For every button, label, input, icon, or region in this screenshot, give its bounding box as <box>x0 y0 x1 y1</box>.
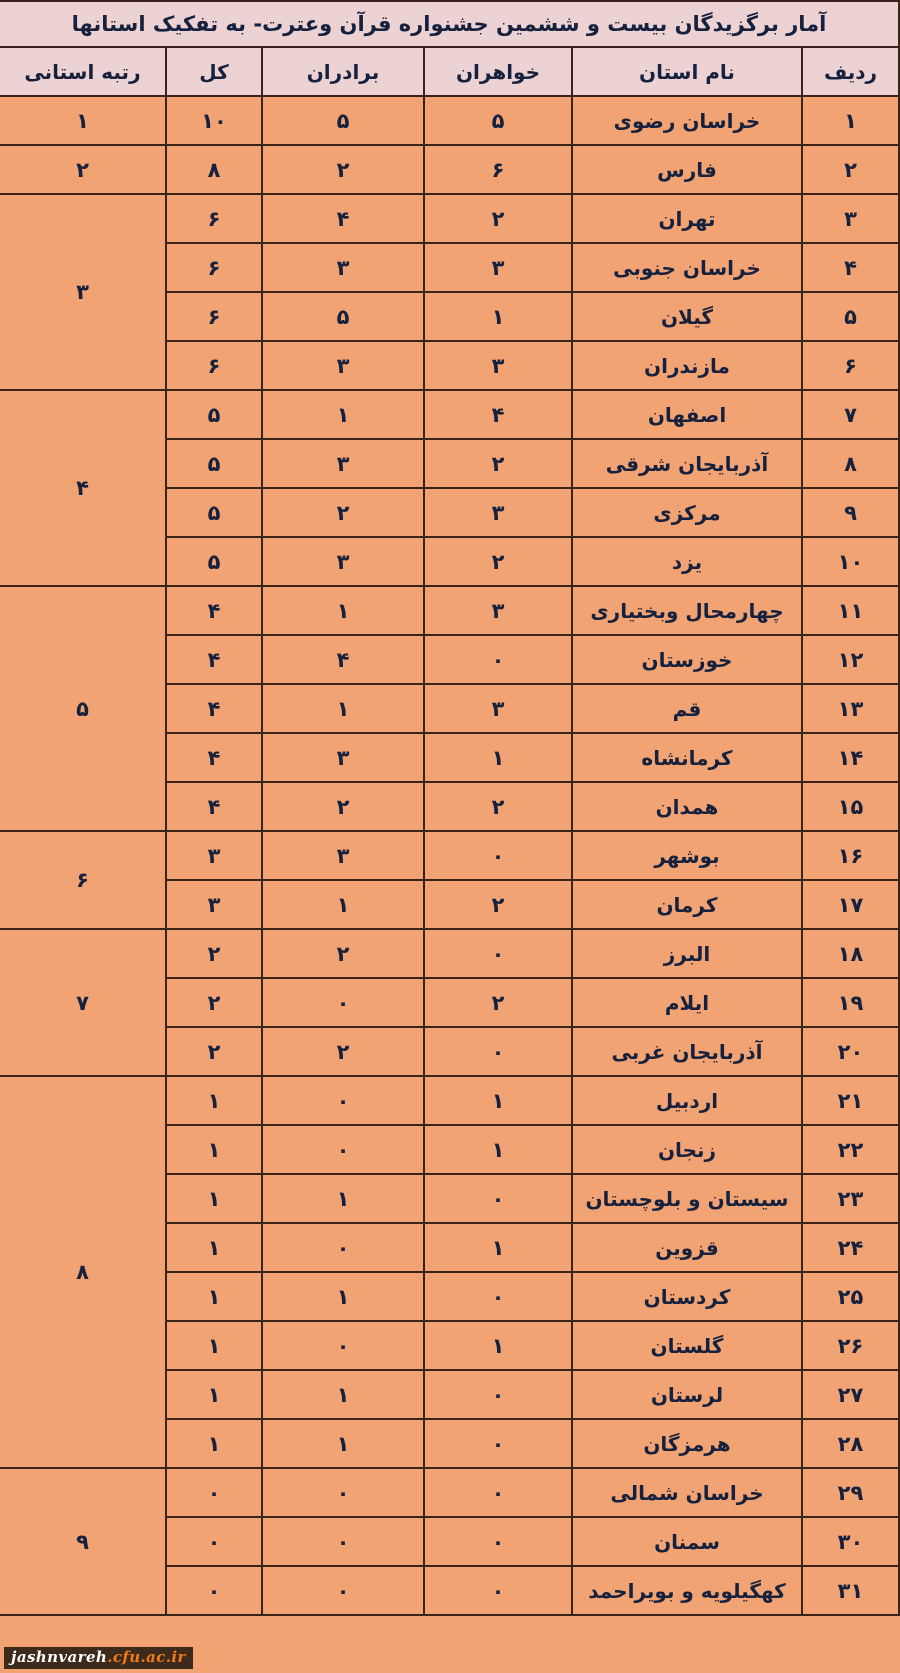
column-header-brothers[interactable]: برادران <box>262 47 424 96</box>
cell-row-no: ۲۸ <box>802 1419 899 1468</box>
cell-province: چهارمحال وبختیاری <box>572 586 802 635</box>
cell-provincial-rank: ۹ <box>0 1468 166 1615</box>
cell-brothers: ۱ <box>262 1174 424 1223</box>
cell-brothers: ۳ <box>262 537 424 586</box>
cell-total: ۵ <box>166 537 262 586</box>
cell-brothers: ۳ <box>262 439 424 488</box>
cell-row-no: ۱۸ <box>802 929 899 978</box>
cell-total: ۰ <box>166 1517 262 1566</box>
cell-total: ۵ <box>166 439 262 488</box>
cell-provincial-rank: ۵ <box>0 586 166 831</box>
column-header-sisters[interactable]: خواهران <box>424 47 572 96</box>
cell-sisters: ۳ <box>424 243 572 292</box>
cell-brothers: ۱ <box>262 586 424 635</box>
cell-total: ۱ <box>166 1174 262 1223</box>
cell-province: آذربایجان غربی <box>572 1027 802 1076</box>
cell-province: کردستان <box>572 1272 802 1321</box>
column-header-rank[interactable]: رتبه استانی <box>0 47 166 96</box>
cell-brothers: ۰ <box>262 1468 424 1517</box>
cell-total: ۳ <box>166 880 262 929</box>
cell-sisters: ۰ <box>424 1370 572 1419</box>
cell-row-no: ۳۰ <box>802 1517 899 1566</box>
cell-row-no: ۲ <box>802 145 899 194</box>
cell-province: قم <box>572 684 802 733</box>
cell-province: قزوین <box>572 1223 802 1272</box>
cell-row-no: ۲۲ <box>802 1125 899 1174</box>
cell-row-no: ۴ <box>802 243 899 292</box>
table-row <box>0 145 899 194</box>
cell-brothers: ۱ <box>262 390 424 439</box>
cell-row-no: ۲۶ <box>802 1321 899 1370</box>
cell-brothers: ۰ <box>262 1223 424 1272</box>
cell-sisters: ۰ <box>424 831 572 880</box>
cell-province: همدان <box>572 782 802 831</box>
table-row <box>0 1468 899 1517</box>
cell-total: ۴ <box>166 635 262 684</box>
cell-sisters: ۵ <box>424 96 572 145</box>
cell-row-no: ۱۹ <box>802 978 899 1027</box>
cell-total: ۱ <box>166 1370 262 1419</box>
cell-total: ۰ <box>166 1566 262 1615</box>
cell-row-no: ۲۴ <box>802 1223 899 1272</box>
cell-sisters: ۲ <box>424 880 572 929</box>
cell-row-no: ۸ <box>802 439 899 488</box>
cell-province: خراسان جنوبی <box>572 243 802 292</box>
cell-total: ۴ <box>166 733 262 782</box>
cell-total: ۱۰ <box>166 96 262 145</box>
cell-sisters: ۶ <box>424 145 572 194</box>
cell-provincial-rank: ۶ <box>0 831 166 929</box>
cell-row-no: ۱ <box>802 96 899 145</box>
cell-total: ۴ <box>166 586 262 635</box>
cell-total: ۶ <box>166 341 262 390</box>
cell-brothers: ۲ <box>262 1027 424 1076</box>
cell-total: ۶ <box>166 194 262 243</box>
cell-sisters: ۳ <box>424 586 572 635</box>
cell-provincial-rank: ۷ <box>0 929 166 1076</box>
cell-total: ۶ <box>166 292 262 341</box>
cell-brothers: ۰ <box>262 1076 424 1125</box>
cell-brothers: ۰ <box>262 1517 424 1566</box>
cell-total: ۲ <box>166 1027 262 1076</box>
cell-province: خراسان رضوی <box>572 96 802 145</box>
cell-sisters: ۰ <box>424 929 572 978</box>
cell-province: مازندران <box>572 341 802 390</box>
cell-brothers: ۰ <box>262 978 424 1027</box>
cell-row-no: ۱۷ <box>802 880 899 929</box>
cell-total: ۵ <box>166 488 262 537</box>
cell-total: ۱ <box>166 1076 262 1125</box>
cell-province: اصفهان <box>572 390 802 439</box>
cell-total: ۸ <box>166 145 262 194</box>
cell-row-no: ۱۳ <box>802 684 899 733</box>
table-title-row <box>0 1 899 47</box>
cell-province: بوشهر <box>572 831 802 880</box>
cell-sisters: ۰ <box>424 1517 572 1566</box>
cell-sisters: ۳ <box>424 341 572 390</box>
cell-row-no: ۲۷ <box>802 1370 899 1419</box>
cell-brothers: ۲ <box>262 145 424 194</box>
cell-row-no: ۵ <box>802 292 899 341</box>
cell-row-no: ۶ <box>802 341 899 390</box>
cell-brothers: ۱ <box>262 1419 424 1468</box>
cell-brothers: ۲ <box>262 488 424 537</box>
cell-province: اردبیل <box>572 1076 802 1125</box>
cell-sisters: ۱ <box>424 292 572 341</box>
cell-brothers: ۲ <box>262 782 424 831</box>
site-watermark <box>4 1647 193 1669</box>
page-title: آمار برگزیدگان بیست و ششمین جشنواره قرآن وعترت- به تفکیک استانها <box>0 1 899 47</box>
cell-brothers: ۱ <box>262 1272 424 1321</box>
cell-province: البرز <box>572 929 802 978</box>
cell-row-no: ۳۱ <box>802 1566 899 1615</box>
cell-total: ۱ <box>166 1321 262 1370</box>
cell-total: ۲ <box>166 978 262 1027</box>
column-header-province[interactable]: نام استان <box>572 47 802 96</box>
table-row <box>0 586 899 635</box>
cell-brothers: ۱ <box>262 684 424 733</box>
watermark-accent: .cfu.ac.ir <box>107 1648 186 1666</box>
cell-provincial-rank: ۲ <box>0 145 166 194</box>
cell-sisters: ۲ <box>424 782 572 831</box>
table-row <box>0 390 899 439</box>
cell-row-no: ۲۱ <box>802 1076 899 1125</box>
cell-row-no: ۲۹ <box>802 1468 899 1517</box>
cell-total: ۴ <box>166 684 262 733</box>
cell-brothers: ۴ <box>262 194 424 243</box>
table-row <box>0 929 899 978</box>
column-header-row-no[interactable]: ردیف <box>802 47 899 96</box>
table-row <box>0 194 899 243</box>
cell-sisters: ۳ <box>424 684 572 733</box>
cell-brothers: ۵ <box>262 292 424 341</box>
table-row <box>0 1076 899 1125</box>
cell-province: هرمزگان <box>572 1419 802 1468</box>
cell-provincial-rank: ۱ <box>0 96 166 145</box>
cell-sisters: ۰ <box>424 1027 572 1076</box>
cell-row-no: ۹ <box>802 488 899 537</box>
cell-row-no: ۲۰ <box>802 1027 899 1076</box>
cell-sisters: ۰ <box>424 1272 572 1321</box>
cell-total: ۴ <box>166 782 262 831</box>
cell-sisters: ۱ <box>424 733 572 782</box>
cell-row-no: ۳ <box>802 194 899 243</box>
cell-brothers: ۰ <box>262 1321 424 1370</box>
table-body <box>0 96 899 1615</box>
cell-brothers: ۱ <box>262 880 424 929</box>
cell-brothers: ۳ <box>262 243 424 292</box>
table-header-row <box>0 47 899 96</box>
cell-province: خراسان شمالی <box>572 1468 802 1517</box>
cell-row-no: ۱۴ <box>802 733 899 782</box>
table-row <box>0 96 899 145</box>
cell-total: ۱ <box>166 1419 262 1468</box>
cell-provincial-rank: ۸ <box>0 1076 166 1468</box>
cell-province: گیلان <box>572 292 802 341</box>
cell-province: مرکزی <box>572 488 802 537</box>
cell-brothers: ۴ <box>262 635 424 684</box>
cell-sisters: ۱ <box>424 1321 572 1370</box>
cell-sisters: ۲ <box>424 439 572 488</box>
cell-row-no: ۱۵ <box>802 782 899 831</box>
cell-provincial-rank: ۳ <box>0 194 166 390</box>
cell-province: تهران <box>572 194 802 243</box>
cell-sisters: ۰ <box>424 1174 572 1223</box>
cell-sisters: ۳ <box>424 488 572 537</box>
cell-total: ۶ <box>166 243 262 292</box>
cell-provincial-rank: ۴ <box>0 390 166 586</box>
cell-province: کرمان <box>572 880 802 929</box>
cell-row-no: ۲۳ <box>802 1174 899 1223</box>
cell-total: ۰ <box>166 1468 262 1517</box>
cell-total: ۳ <box>166 831 262 880</box>
cell-province: ایلام <box>572 978 802 1027</box>
cell-sisters: ۴ <box>424 390 572 439</box>
cell-province: لرستان <box>572 1370 802 1419</box>
cell-total: ۱ <box>166 1272 262 1321</box>
cell-row-no: ۱۶ <box>802 831 899 880</box>
cell-province: گلستان <box>572 1321 802 1370</box>
cell-total: ۱ <box>166 1223 262 1272</box>
cell-sisters: ۰ <box>424 1566 572 1615</box>
table-row <box>0 831 899 880</box>
cell-sisters: ۱ <box>424 1076 572 1125</box>
cell-province: سیستان و بلوچستان <box>572 1174 802 1223</box>
cell-sisters: ۲ <box>424 978 572 1027</box>
cell-province: یزد <box>572 537 802 586</box>
cell-brothers: ۲ <box>262 929 424 978</box>
cell-row-no: ۱۱ <box>802 586 899 635</box>
cell-province: آذربایجان شرقی <box>572 439 802 488</box>
cell-brothers: ۳ <box>262 341 424 390</box>
cell-sisters: ۱ <box>424 1223 572 1272</box>
column-header-total[interactable]: کل <box>166 47 262 96</box>
cell-brothers: ۰ <box>262 1125 424 1174</box>
cell-province: فارس <box>572 145 802 194</box>
cell-brothers: ۳ <box>262 831 424 880</box>
cell-province: خوزستان <box>572 635 802 684</box>
cell-brothers: ۳ <box>262 733 424 782</box>
watermark-primary: jashnvareh <box>11 1648 108 1666</box>
cell-row-no: ۷ <box>802 390 899 439</box>
cell-row-no: ۲۵ <box>802 1272 899 1321</box>
cell-province: کرمانشاه <box>572 733 802 782</box>
cell-sisters: ۲ <box>424 537 572 586</box>
cell-sisters: ۰ <box>424 1419 572 1468</box>
cell-brothers: ۵ <box>262 96 424 145</box>
cell-sisters: ۰ <box>424 635 572 684</box>
cell-total: ۱ <box>166 1125 262 1174</box>
cell-row-no: ۱۰ <box>802 537 899 586</box>
cell-sisters: ۱ <box>424 1125 572 1174</box>
cell-sisters: ۰ <box>424 1468 572 1517</box>
cell-total: ۲ <box>166 929 262 978</box>
cell-brothers: ۱ <box>262 1370 424 1419</box>
cell-sisters: ۲ <box>424 194 572 243</box>
cell-total: ۵ <box>166 390 262 439</box>
cell-row-no: ۱۲ <box>802 635 899 684</box>
cell-province: زنجان <box>572 1125 802 1174</box>
cell-province: کهگیلویه و بویراحمد <box>572 1566 802 1615</box>
cell-province: سمنان <box>572 1517 802 1566</box>
cell-brothers: ۰ <box>262 1566 424 1615</box>
